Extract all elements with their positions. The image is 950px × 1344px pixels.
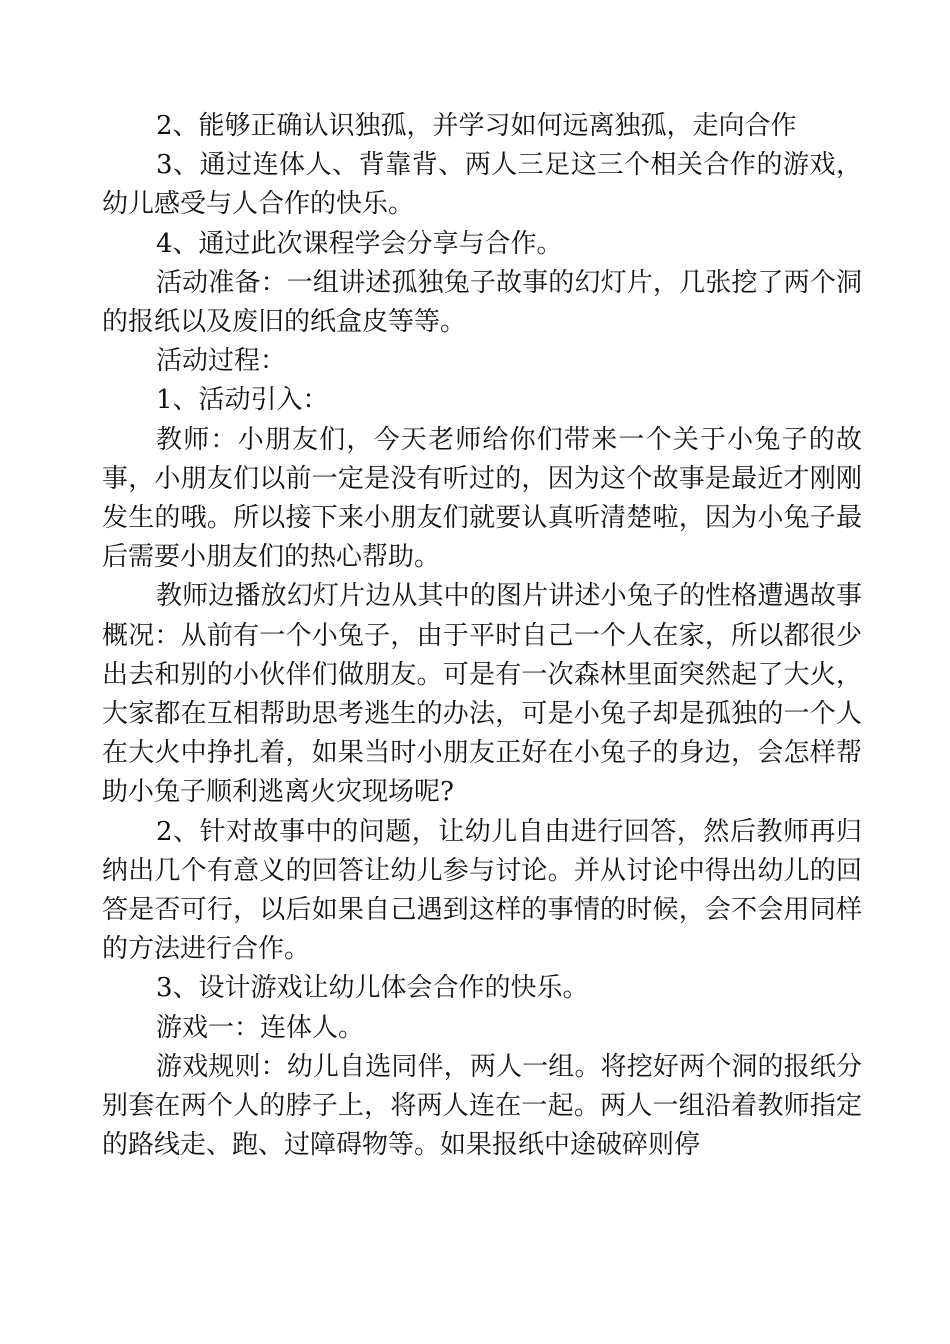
document-body (102, 107, 862, 1165)
paragraph-step-2: 2、针对故事中的问题，让幼儿自由进行回答，然后教师再归纳出几个有意义的回答让幼儿参与讨论。并从讨论中得出幼儿的回答是否可行，以后如果自己遇到这样的事情的时候，会不会用同样的方法进行合作。 (102, 816, 862, 965)
paragraph-goal-2: 2、能够正确认识独孤，并学习如何远离独孤，走向合作 (156, 111, 797, 141)
paragraph-preparation: 活动准备：一组讲述孤独兔子故事的幻灯片，几张挖了两个洞的报纸以及废旧的纸盒皮等等。 (102, 267, 862, 338)
paragraph-game-1-title: 游戏一：连体人。 (156, 1012, 365, 1043)
paragraph-goal-4: 4、通过此次课程学会分享与合作。 (156, 228, 563, 259)
paragraph-process-heading: 活动过程： (156, 346, 287, 377)
paragraph-teacher-intro: 教师：小朋友们，今天老师给你们带来一个关于小兔子的故事，小朋友们以前一定是没有听过的，因为这个故事是最近才刚刚发生的哦。所以接下来小朋友们就要认真听清楚啦，因为小兔子最后需要小朋友们的热心帮助。 (102, 424, 862, 573)
paragraph-story: 教师边播放幻灯片边从其中的图片讲述小兔子的性格遭遇故事概况：从前有一个小兔子，由于平时自己一个人在家，所以都很少出去和别的小伙伴们做朋友。可是有一次森林里面突然起了大火，大家都在互相帮助思考逃生的办法，可是小兔子却是孤独的一个人在大火中挣扎着，如果当时小朋友正好在小兔子的身边，会怎样帮助小兔子顺利逃离火灾现场呢? (102, 581, 862, 808)
paragraph-goal-3: 3、通过连体人、背靠背、两人三足这三个相关合作的游戏，幼儿感受与人合作的快乐。 (102, 150, 862, 220)
paragraph-game-1-rules: 游戏规则：幼儿自选同伴，两人一组。将挖好两个洞的报纸分别套在两个人的脖子上，将两人连在一起。两人一组沿着教师指定的路线走、跑、过障碍物等。如果报纸中途破碎则停 (102, 1051, 862, 1161)
paragraph-step-1-heading: 1、活动引入： (156, 385, 329, 416)
paragraph-step-3: 3、设计游戏让幼儿体会合作的快乐。 (156, 973, 589, 1004)
